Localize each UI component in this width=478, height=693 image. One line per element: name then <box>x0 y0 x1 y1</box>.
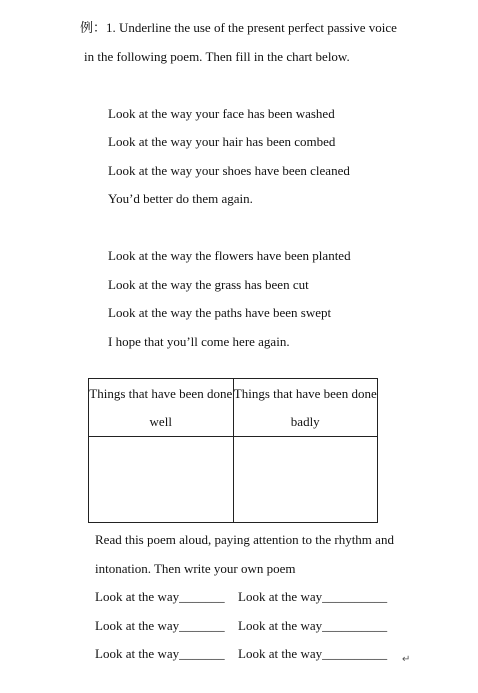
instruction-line-2: intonation. Then write your own poem <box>95 561 296 576</box>
chart-cell-done-well[interactable] <box>89 437 234 523</box>
poem-line: I hope that you’ll come here again. <box>108 334 290 349</box>
instruction-line-1: Read this poem aloud, paying attention to the rhythm and <box>95 532 394 547</box>
blank-line-right[interactable]: Look at the way__________ <box>238 618 388 633</box>
blank-line-left[interactable]: Look at the way_______ <box>95 618 225 633</box>
poem-line: Look at the way your shoes have been cleaned <box>108 163 350 178</box>
poem-line: Look at the way the grass has been cut <box>108 277 309 292</box>
blank-line-right[interactable]: Look at the way__________ <box>238 646 388 661</box>
paragraph-mark-icon: ↵ <box>402 654 411 665</box>
blank-line-left[interactable]: Look at the way_______ <box>95 589 225 604</box>
exercise-line-1: 例：1. Underline the use of the present perfect passive voice <box>80 20 397 35</box>
chart-header-text: Things that have been done well <box>89 386 233 429</box>
poem-line: Look at the way the paths have been swept <box>108 305 332 320</box>
poem-line: Look at the way the flowers have been planted <box>108 248 351 263</box>
chart-header-done-badly <box>233 379 378 437</box>
fill-in-chart <box>88 378 378 523</box>
exercise-line-2: in the following poem. Then fill in the chart below. <box>84 49 350 64</box>
chart-cell-done-badly[interactable] <box>233 437 378 523</box>
chart-header-text: Things that have been done badly <box>233 386 377 429</box>
blank-line-left[interactable]: Look at the way_______ <box>95 646 225 661</box>
poem-line: You’d better do them again. <box>108 191 253 206</box>
poem-line: Look at the way your hair has been combed <box>108 134 336 149</box>
chart-header-done-well <box>89 379 234 437</box>
blank-line-right[interactable]: Look at the way__________ <box>238 589 388 604</box>
poem-line: Look at the way your face has been washed <box>108 106 335 121</box>
